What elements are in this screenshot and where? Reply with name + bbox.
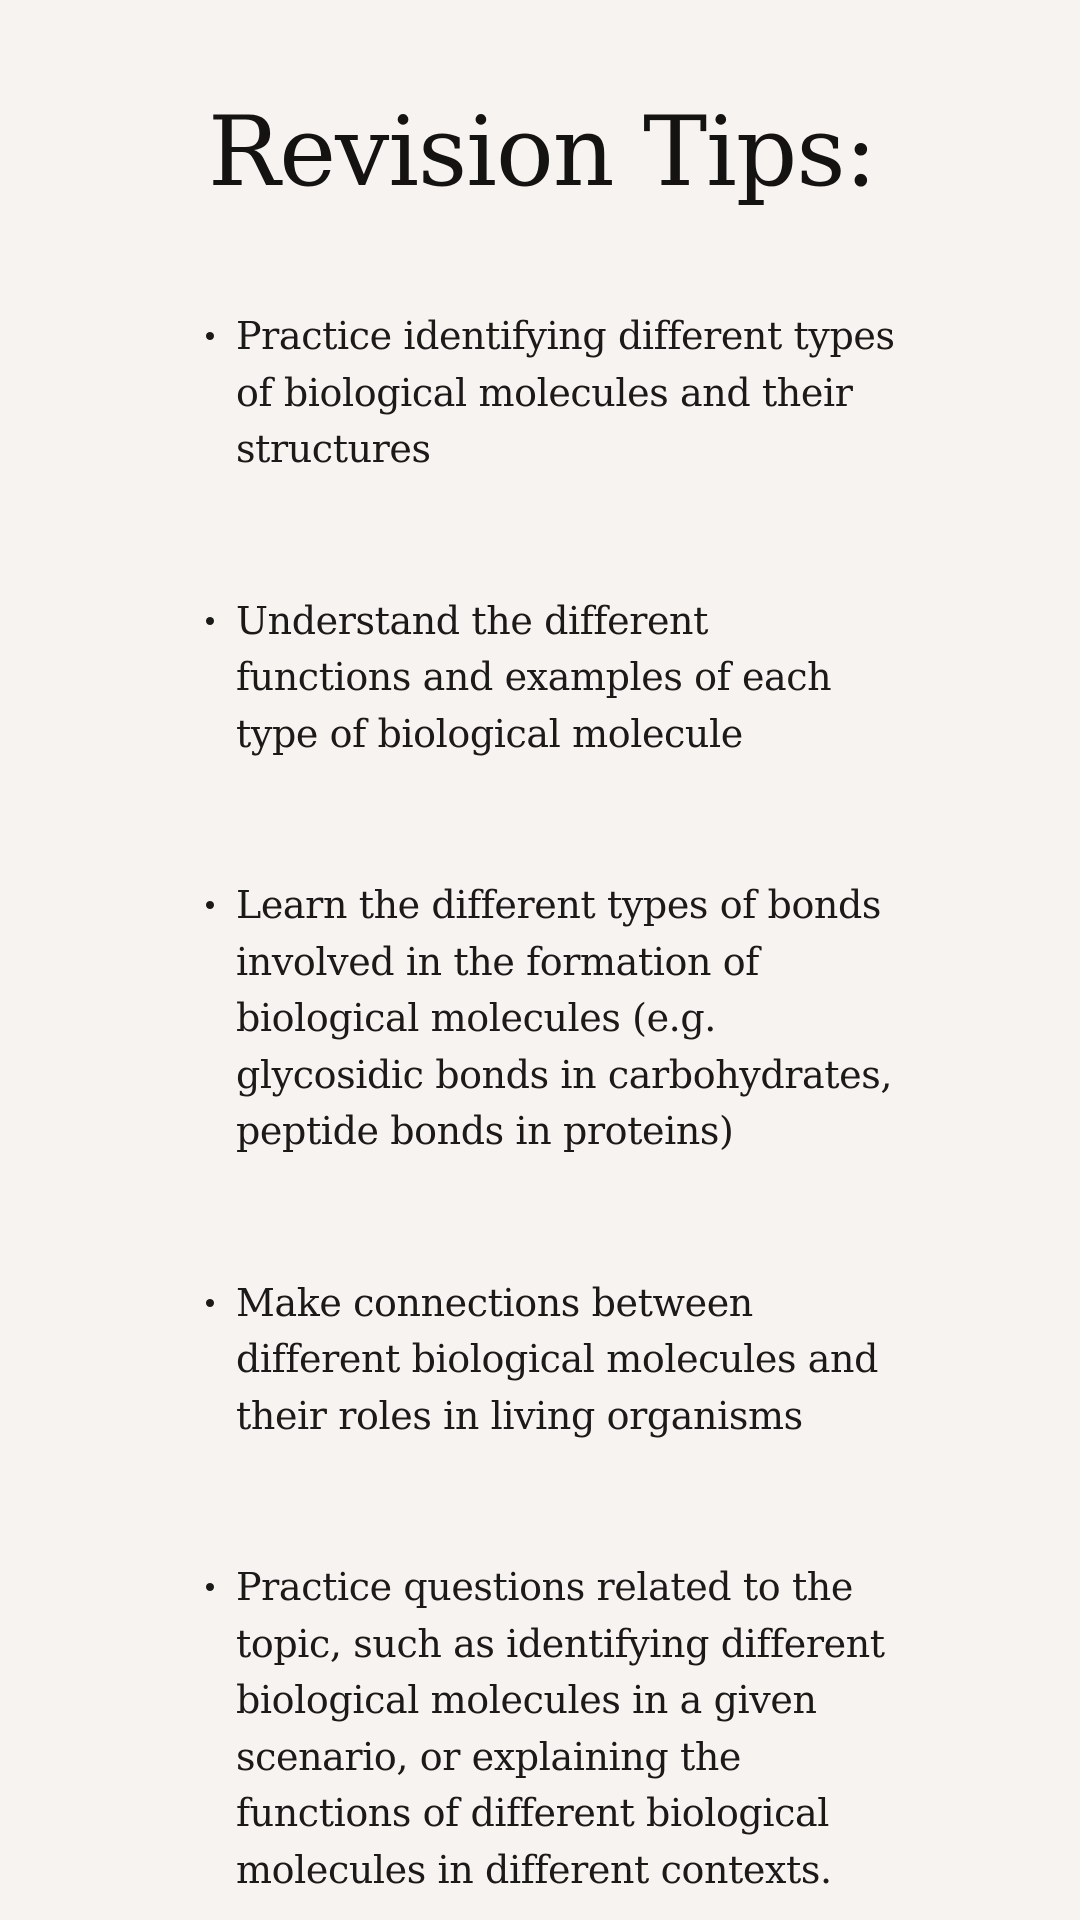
tip-line: functions and examples of each <box>236 655 832 699</box>
tip-text <box>236 308 966 478</box>
tip-item-4 <box>206 1275 966 1445</box>
tip-line: peptide bonds in proteins) <box>236 1109 734 1153</box>
tip-line: molecules in different contexts. <box>236 1847 832 1892</box>
tip-text <box>236 877 966 1160</box>
tip-item-3 <box>206 877 966 1160</box>
bullet-icon <box>206 617 214 625</box>
tip-line: Practice identifying different types <box>236 314 895 358</box>
tip-text <box>236 1275 966 1445</box>
tip-line: their roles in living organisms <box>236 1393 803 1438</box>
tips-list <box>206 308 966 1898</box>
tip-item-5 <box>206 1559 966 1898</box>
tip-line: biological molecules in a given <box>236 1678 817 1722</box>
tip-line: involved in the formation of <box>236 939 759 984</box>
tip-text <box>236 1559 966 1898</box>
tip-line: Understand the different <box>236 598 708 643</box>
tip-line: Learn the different types of bonds <box>236 883 882 927</box>
bullet-icon <box>206 1299 214 1307</box>
tip-line: scenario, or explaining the <box>236 1734 742 1779</box>
tip-line: different biological molecules and <box>236 1337 878 1381</box>
tip-text <box>236 593 966 763</box>
bullet-icon <box>206 901 214 909</box>
tip-line: biological molecules (e.g. <box>236 996 716 1040</box>
bullet-icon <box>206 1583 214 1591</box>
page-title: Revision Tips: <box>208 96 876 208</box>
tip-line: glycosidic bonds in carbohydrates, <box>236 1052 893 1097</box>
tip-line: Practice questions related to the <box>236 1565 853 1609</box>
tip-line: functions of different biological <box>236 1791 830 1835</box>
tip-line: of biological molecules and their <box>236 370 853 415</box>
bullet-icon <box>206 332 214 340</box>
tip-line: type of biological molecule <box>236 711 743 756</box>
tip-line: Make connections between <box>236 1280 753 1325</box>
tip-line: structures <box>236 427 431 471</box>
tip-item-1 <box>206 308 966 478</box>
tip-line: topic, such as identifying different <box>236 1621 885 1666</box>
tip-item-2 <box>206 593 966 763</box>
